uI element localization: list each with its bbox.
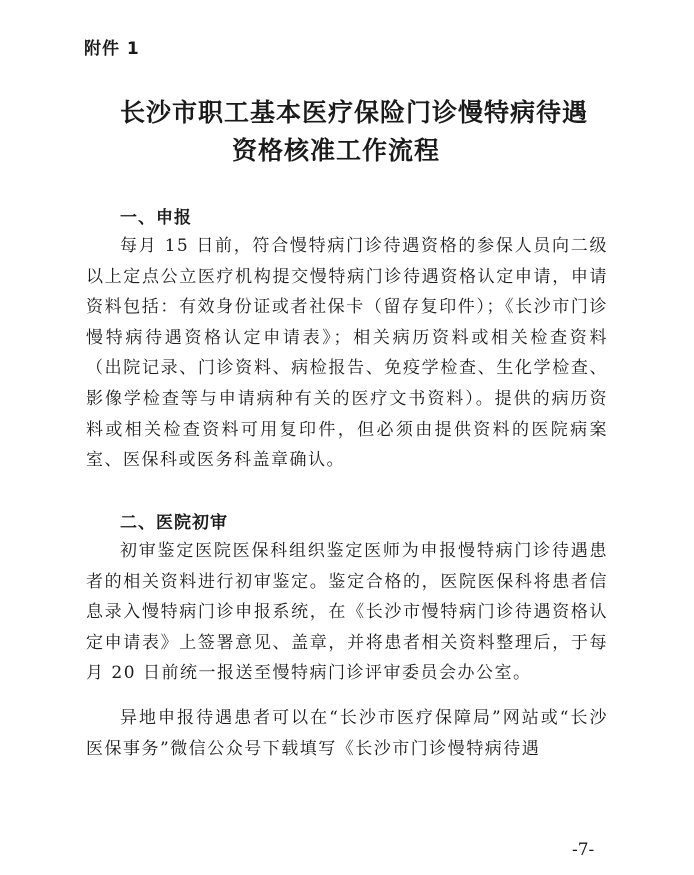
section-paragraph-hospital-review: 初审鉴定医院医保科组织鉴定医师为申报慢特病门诊待遇患者的相关资料进行初审鉴定。鉴定合格的，医院医保科将患者信息录入慢特病门诊申报系统，在《长沙市慢特病门诊待遇资格认定申请表》上签署意见、盖章，并将患者相关资料整理后，于每月 20 日前统一报送至慢特病门诊评审委员会办公室。 [86,541,608,684]
section-paragraph-declaration: 每月 15 日前，符合慢特病门诊待遇资格的参保人员向二级以上定点公立医疗机构提交慢特病门诊待遇资格认定申请，申请资料包括：有效身份证或者社保卡（留存复印件）；《长沙市门诊慢特病待遇资格认定申请表》；相关病历资料或相关检查资料（出院记录、门诊资料、病检报告、免疫学检查、生化学检查、影像学检查等与申请病种有关的医疗文书资料）。提供的病历资料或相关检查资料可用复印件，但必须由提供资料的医院病案室、医保科或医务科盖章确认。 [86,236,608,471]
section-heading-hospital-review: 二、医院初审 [120,513,228,533]
annex-label: 附件 1 [84,39,140,59]
title-line-2: 资格核准工作流程 [232,136,441,165]
page-number: -7- [572,840,595,860]
section-paragraph-offsite: 异地申报待遇患者可以在“长沙市医疗保障局”网站或“长沙医保事务”微信公众号下载填写《长沙市门诊慢特病待遇 [86,708,608,759]
document-title [120,94,640,170]
title-line-1: 长沙市职工基本医疗保险门诊慢特病待遇 [120,98,589,127]
section-heading-declaration: 一、申报 [120,208,192,228]
